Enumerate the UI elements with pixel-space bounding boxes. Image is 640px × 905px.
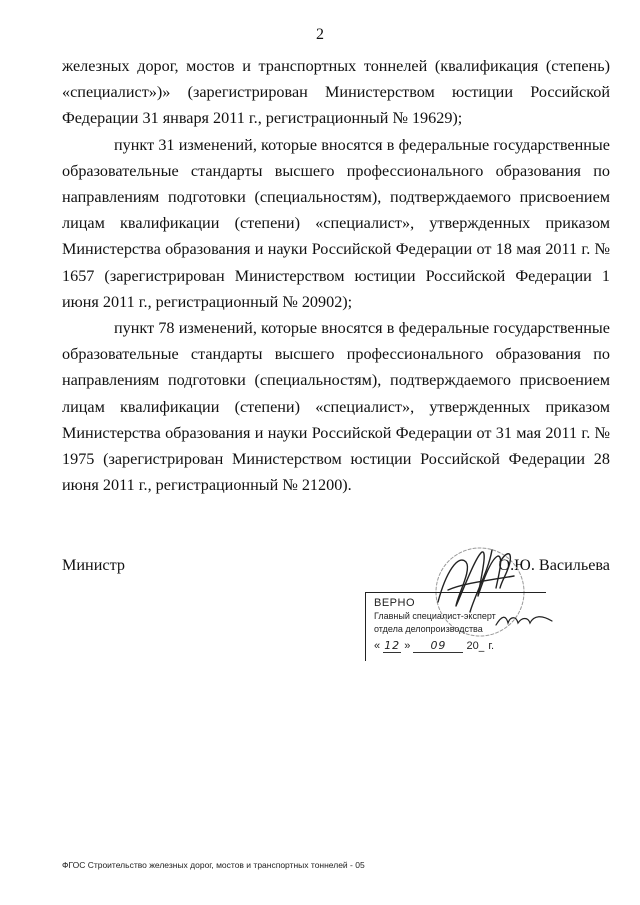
- stamp-date-year-prefix: 20: [466, 640, 479, 652]
- stamp-date-year-suffix: г.: [488, 640, 495, 652]
- stamp-position: Главный специалист-эксперт: [374, 611, 496, 621]
- stamp-date-day: 12: [384, 639, 401, 652]
- page-footer: ФГОС Строительство железных дорог, мостов и транспортных тоннелей - 05: [62, 860, 365, 870]
- stamp-date: « 12 » 09 20_ г.: [374, 639, 495, 652]
- stamp-department: отдела делопроизводства: [374, 624, 483, 634]
- stamp-date-close-quote: »: [404, 640, 411, 652]
- paragraph-point-31: пункт 31 изменений, которые вносятся в федеральные государственные образовательные стандарты высшего профессионального образования по направлениям подготовки (специальностям), подтверждаемого присвоением лицам квалификации (степени) «специалист», утвержденных приказом Министерства образования и науки Российской Федерации от 18 мая 2011 г. № 1657 (зарегистрирован Министерством юстиции Российской Федерации 1 июня 2011 г., регистрационный № 20902);: [62, 135, 610, 311]
- signer-title: Министр: [62, 556, 125, 574]
- stamp-verno: ВЕРНО: [374, 597, 416, 609]
- paragraph-point-78: пункт 78 изменений, которые вносятся в федеральные государственные образовательные стандарты высшего профессионального образования по направлениям подготовки (специальностям), подтверждаемого присвоением лицам квалификации (степени) «специалист», утвержденных приказом Министерства образования и науки Российской Федерации от 31 мая 2011 г. № 1975 (зарегистрирован Министерством юстиции Российской Федерации 28 июня 2011 г., регистрационный № 21200).: [62, 319, 610, 495]
- signer-name: О.Ю. Васильева: [498, 556, 610, 574]
- stamp-initials-signature-icon: [494, 611, 554, 631]
- stamp-date-open-quote: «: [374, 640, 381, 652]
- certification-stamp: [365, 592, 546, 661]
- stamp-date-month: 09: [413, 639, 463, 653]
- paragraph-continuation: железных дорог, мостов и транспортных тоннелей (квалификация (степень) «специалист»)» (зарегистрирован Министерством юстиции Российской Федерации 31 января 2011 г., регистрационный № 19629);: [62, 57, 610, 128]
- document-body: [62, 53, 610, 498]
- page-number: 2: [316, 26, 324, 43]
